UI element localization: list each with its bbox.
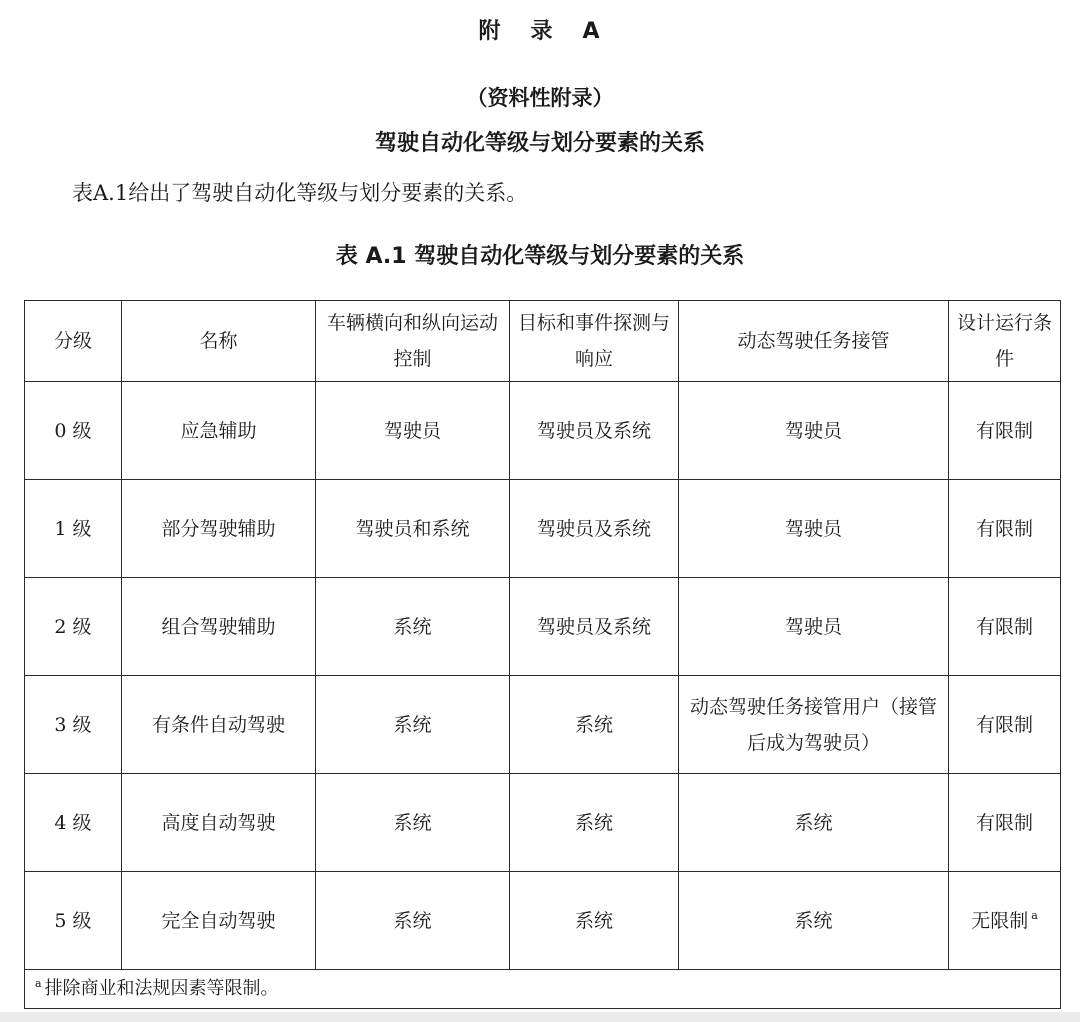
- footnote-row: [25, 970, 1061, 1009]
- table-row: [25, 676, 1061, 774]
- cell-level: 0 级: [25, 382, 122, 480]
- cell-level: 2 级: [25, 578, 122, 676]
- cell-ddt-fallback: 动态驾驶任务接管用户（接管后成为驾驶员）: [679, 676, 949, 774]
- cell-motion-control: 系统: [316, 872, 510, 970]
- table-row: [25, 382, 1061, 480]
- appendix-informative-note: （资料性附录）: [466, 86, 614, 110]
- header-motion-control: 车辆横向和纵向运动控制: [316, 301, 510, 382]
- table-row: [25, 872, 1061, 970]
- table-header-row: [25, 301, 1061, 382]
- table-row: [25, 480, 1061, 578]
- cell-oedr: 系统: [510, 676, 679, 774]
- cell-oedr: 驾驶员及系统: [510, 578, 679, 676]
- header-level: 分级: [25, 301, 122, 382]
- table-row: [25, 578, 1061, 676]
- cell-oedr: 驾驶员及系统: [510, 480, 679, 578]
- footnote-text: 排除商业和法规因素等限制。: [44, 978, 279, 999]
- table-caption: 表 A.1 驾驶自动化等级与划分要素的关系: [335, 244, 745, 269]
- appendix-label-part: 附: [478, 19, 503, 44]
- cell-name: 完全自动驾驶: [122, 872, 316, 970]
- table-row: [25, 774, 1061, 872]
- cell-ddt-fallback: 驾驶员: [679, 578, 949, 676]
- header-odd: 设计运行条件: [949, 301, 1061, 382]
- cell-oedr: 驾驶员及系统: [510, 382, 679, 480]
- cell-motion-control: 系统: [316, 578, 510, 676]
- cell-ddt-fallback: 驾驶员: [679, 382, 949, 480]
- cell-motion-control: 系统: [316, 774, 510, 872]
- cell-oedr: 系统: [510, 774, 679, 872]
- cell-ddt-fallback: 系统: [679, 774, 949, 872]
- footnote-marker: a: [35, 977, 42, 990]
- cell-name: 应急辅助: [122, 382, 316, 480]
- section-title: 驾驶自动化等级与划分要素的关系: [374, 131, 705, 156]
- cell-odd: 有限制: [949, 774, 1061, 872]
- cell-motion-control: 系统: [316, 676, 510, 774]
- appendix-label-part: A: [582, 19, 602, 44]
- cell-motion-control: 驾驶员和系统: [316, 480, 510, 578]
- cell-odd: 有限制: [949, 676, 1061, 774]
- cell-name: 有条件自动驾驶: [122, 676, 316, 774]
- cell-oedr: 系统: [510, 872, 679, 970]
- header-ddt-fallback: 动态驾驶任务接管: [679, 301, 949, 382]
- cell-name: 高度自动驾驶: [122, 774, 316, 872]
- cell-odd: 有限制: [949, 578, 1061, 676]
- cell-odd: [949, 872, 1061, 970]
- footnote-marker: a: [1031, 909, 1038, 923]
- page-bottom-strip: [0, 1012, 1080, 1022]
- cell-level: 3 级: [25, 676, 122, 774]
- cell-motion-control: 驾驶员: [316, 382, 510, 480]
- automation-levels-table: [24, 300, 1061, 1009]
- footnote-cell: [25, 970, 1061, 1009]
- cell-ddt-fallback: 系统: [679, 872, 949, 970]
- appendix-label-part: 录: [530, 19, 555, 44]
- cell-level: 5 级: [25, 872, 122, 970]
- cell-ddt-fallback: 驾驶员: [679, 480, 949, 578]
- cell-odd-text: 无限制: [971, 909, 1029, 932]
- intro-paragraph: 表A.1给出了驾驶自动化等级与划分要素的关系。: [72, 181, 528, 205]
- header-oedr: 目标和事件探测与响应: [510, 301, 679, 382]
- cell-name: 部分驾驶辅助: [122, 480, 316, 578]
- cell-level: 4 级: [25, 774, 122, 872]
- cell-level: 1 级: [25, 480, 122, 578]
- cell-name: 组合驾驶辅助: [122, 578, 316, 676]
- header-name: 名称: [122, 301, 316, 382]
- appendix-label: [0, 14, 1080, 45]
- cell-odd: 有限制: [949, 480, 1061, 578]
- cell-odd: 有限制: [949, 382, 1061, 480]
